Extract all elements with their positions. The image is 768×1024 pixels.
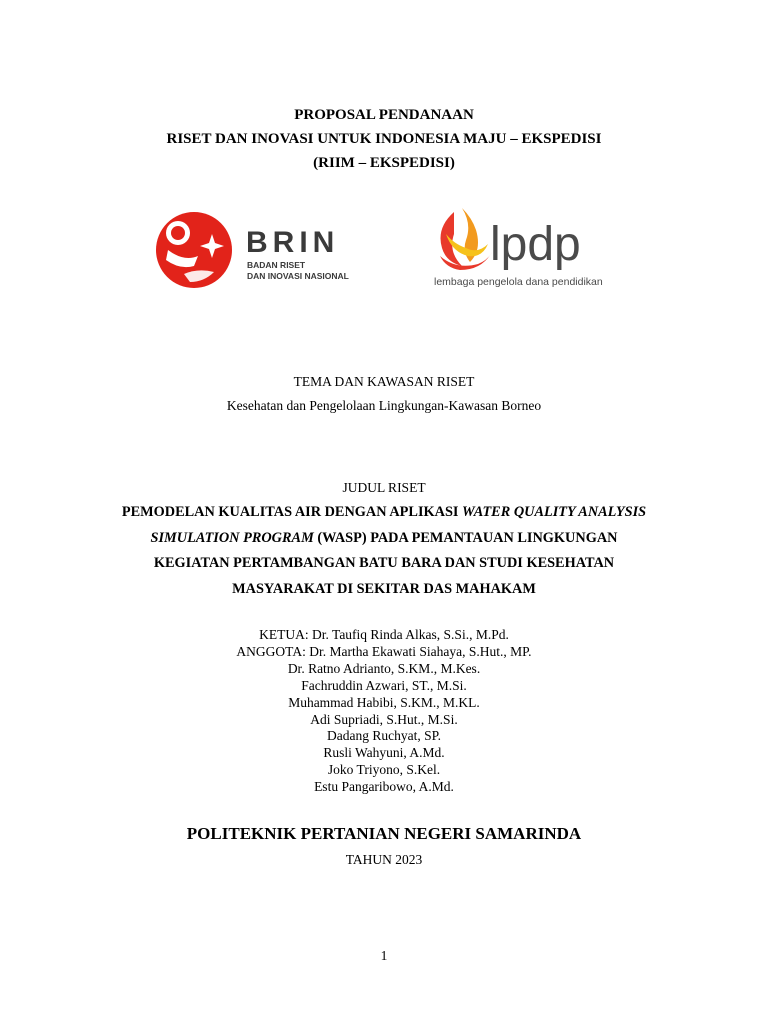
lpdp-logo — [432, 204, 622, 294]
tema-value: Kesehatan dan Pengelolaan Lingkungan-Kawasan Borneo — [226, 398, 542, 413]
team-member: Estu Pangaribowo, A.Md. — [314, 779, 454, 795]
lpdp-wordmark: lpdp — [490, 218, 581, 271]
year: TAHUN 2023 — [345, 852, 423, 867]
proposal-title-line-2: RISET DAN INOVASI UNTUK INDONESIA MAJU – EKSPEDISI — [166, 131, 602, 147]
research-title-line-3: KEGIATAN PERTAMBANGAN BATU BARA DAN STUDI KESEHATAN — [153, 555, 615, 571]
research-title-line-4: MASYARAKAT DI SEKITAR DAS MAHAKAM — [232, 580, 536, 597]
team-member: Dr. Ratno Adrianto, S.KM., M.Kes. — [287, 660, 481, 676]
research-title-line-1: PEMODELAN KUALITAS AIR DENGAN APLIKASI WATER QUALITY ANALYSIS — [121, 504, 647, 520]
lpdp-flame-icon — [440, 208, 492, 270]
brin-wordmark: BRIN — [246, 226, 340, 259]
brin-subtitle-2: DAN INOVASI NASIONAL — [247, 271, 349, 281]
brin-logo — [154, 210, 364, 290]
team-member: Fachruddin Azwari, ST., M.Si. — [301, 677, 467, 693]
research-title-line-2: SIMULATION PROGRAM (WASP) PADA PEMANTAUAN LINGKUNGAN — [150, 529, 618, 546]
proposal-title-line-1: PROPOSAL PENDANAAN — [294, 107, 474, 123]
logo-row — [0, 204, 768, 294]
research-title — [80, 500, 688, 602]
page-number: 1 — [380, 948, 388, 963]
team-member: ANGGOTA: Dr. Martha Ekawati Siahaya, S.Hut., MP. — [236, 643, 532, 659]
brin-subtitle-1: BADAN RISET — [247, 260, 306, 270]
lpdp-tagline: lembaga pengelola dana pendidikan — [434, 276, 603, 288]
team-member: Dadang Ruchyat, SP. — [327, 728, 441, 744]
team-list — [0, 627, 768, 796]
proposal-title-line-3: (RIIM – EKSPEDISI) — [313, 155, 455, 171]
team-member: Adi Supriadi, S.Hut., M.Si. — [310, 711, 458, 727]
judul-label: JUDUL RISET — [342, 480, 426, 495]
team-member: Rusli Wahyuni, A.Md. — [323, 745, 445, 761]
team-member: KETUA: Dr. Taufiq Rinda Alkas, S.Si., M.Pd. — [259, 627, 509, 642]
team-member: Joko Triyono, S.Kel. — [327, 762, 441, 778]
institution-name: POLITEKNIK PERTANIAN NEGERI SAMARINDA — [186, 824, 582, 843]
team-member: Muhammad Habibi, S.KM., M.KL. — [288, 694, 480, 710]
tema-label: TEMA DAN KAWASAN RISET — [293, 374, 475, 389]
